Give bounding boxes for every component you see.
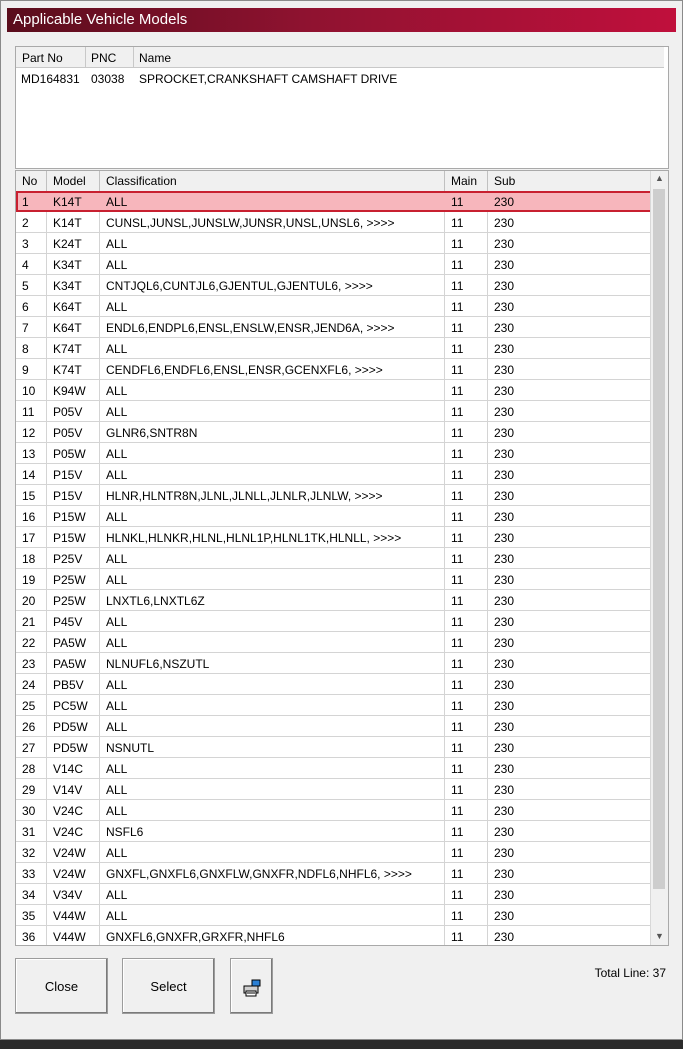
row-model: PA5W <box>53 636 87 650</box>
table-row[interactable] <box>16 632 652 653</box>
table-row[interactable] <box>16 548 652 569</box>
desktop-bottom-edge <box>0 1040 683 1049</box>
row-classification: ALL <box>106 909 128 923</box>
row-classification: ALL <box>106 720 128 734</box>
row-main: 11 <box>451 762 464 776</box>
row-main: 11 <box>451 510 464 524</box>
table-row[interactable] <box>16 485 652 506</box>
row-sub: 230 <box>494 384 515 398</box>
row-no: 11 <box>22 405 35 419</box>
row-main: 11 <box>451 447 464 461</box>
row-sub: 230 <box>494 867 515 881</box>
row-classification: ALL <box>106 552 128 566</box>
row-no: 12 <box>22 426 36 440</box>
row-no: 32 <box>22 846 36 860</box>
row-classification: ALL <box>106 468 128 482</box>
row-no: 21 <box>22 615 36 629</box>
row-main: 11 <box>451 552 464 566</box>
row-classification: ALL <box>106 888 128 902</box>
row-model: K74T <box>53 363 82 377</box>
row-no: 5 <box>22 279 29 293</box>
row-main: 11 <box>451 195 464 209</box>
row-main: 11 <box>451 867 464 881</box>
row-classification: ALL <box>106 384 128 398</box>
row-model: PD5W <box>53 720 88 734</box>
row-classification: GNXFL,GNXFL6,GNXFLW,GNXFR,NDFL6,NHFL6, >>>> <box>106 867 412 881</box>
table-row[interactable] <box>16 569 652 590</box>
table-row[interactable] <box>16 317 652 338</box>
row-classification: ALL <box>106 846 128 860</box>
table-row[interactable] <box>16 653 652 674</box>
table-row[interactable] <box>16 401 652 422</box>
row-classification: ALL <box>106 678 128 692</box>
row-no: 35 <box>22 909 36 923</box>
print-button[interactable] <box>230 958 273 1014</box>
table-row[interactable] <box>16 905 652 926</box>
row-model: P25W <box>53 573 86 587</box>
row-main: 11 <box>451 888 464 902</box>
row-model: V34V <box>53 888 83 902</box>
window-title: Applicable Vehicle Models <box>13 11 188 28</box>
row-sub: 230 <box>494 321 515 335</box>
row-classification: ALL <box>106 447 128 461</box>
row-no: 16 <box>22 510 36 524</box>
table-row[interactable] <box>16 233 652 254</box>
row-main: 11 <box>451 321 464 335</box>
row-sub: 230 <box>494 468 515 482</box>
row-sub: 230 <box>494 657 515 671</box>
table-row[interactable] <box>16 527 652 548</box>
row-model: P05V <box>53 426 83 440</box>
row-sub: 230 <box>494 741 515 755</box>
row-no: 3 <box>22 237 29 251</box>
row-sub: 230 <box>494 804 515 818</box>
row-classification: ALL <box>106 804 128 818</box>
row-classification: LNXTL6,LNXTL6Z <box>106 594 205 608</box>
col-model-header[interactable]: Model <box>53 174 86 188</box>
row-no: 34 <box>22 888 36 902</box>
row-no: 29 <box>22 783 36 797</box>
table-row[interactable] <box>16 191 652 212</box>
row-sub: 230 <box>494 615 515 629</box>
row-no: 31 <box>22 825 36 839</box>
row-no: 30 <box>22 804 36 818</box>
row-main: 11 <box>451 657 464 671</box>
row-model: P15W <box>53 510 86 524</box>
row-no: 13 <box>22 447 36 461</box>
row-model: V24C <box>53 804 84 818</box>
row-no: 10 <box>22 384 36 398</box>
row-model: V24C <box>53 825 84 839</box>
row-no: 22 <box>22 636 36 650</box>
table-row[interactable] <box>16 464 652 485</box>
scroll-thumb[interactable] <box>653 189 665 889</box>
row-main: 11 <box>451 909 464 923</box>
row-sub: 230 <box>494 762 515 776</box>
name-header[interactable]: Name <box>139 51 172 65</box>
table-row[interactable] <box>16 254 652 275</box>
row-classification: CNTJQL6,CUNTJL6,GJENTUL,GJENTUL6, >>>> <box>106 279 373 293</box>
row-sub: 230 <box>494 300 515 314</box>
row-main: 11 <box>451 363 464 377</box>
row-classification: CENDFL6,ENDFL6,ENSL,ENSR,GCENXFL6, >>>> <box>106 363 383 377</box>
row-model: V14V <box>53 783 83 797</box>
row-classification: ALL <box>106 573 128 587</box>
row-sub: 230 <box>494 699 515 713</box>
table-row[interactable] <box>16 737 652 758</box>
row-main: 11 <box>451 573 464 587</box>
row-classification: ALL <box>106 783 128 797</box>
row-model: P05W <box>53 447 86 461</box>
row-main: 11 <box>451 531 464 545</box>
row-main: 11 <box>451 720 464 734</box>
col-sub-header[interactable]: Sub <box>494 174 516 188</box>
row-main: 11 <box>451 405 464 419</box>
row-sub: 230 <box>494 552 515 566</box>
row-classification: HLNKL,HLNKR,HLNL,HLNL1P,HLNL1TK,HLNLL, >>>> <box>106 531 402 545</box>
row-model: P25V <box>53 552 83 566</box>
col-main-header[interactable]: Main <box>451 174 478 188</box>
col-classification-header[interactable]: Classification <box>106 174 177 188</box>
row-model: PD5W <box>53 741 88 755</box>
row-model: P05V <box>53 405 83 419</box>
vehicle-models-table <box>15 170 669 946</box>
table-row[interactable] <box>16 590 652 611</box>
row-no: 28 <box>22 762 36 776</box>
row-classification: ALL <box>106 195 128 209</box>
row-sub: 230 <box>494 279 515 293</box>
scroll-down-icon[interactable]: ▼ <box>655 931 664 941</box>
row-model: P45V <box>53 615 83 629</box>
row-model: PA5W <box>53 657 87 671</box>
row-model: V24W <box>53 846 86 860</box>
row-main: 11 <box>451 342 464 356</box>
row-model: K34T <box>53 258 82 272</box>
row-no: 25 <box>22 699 36 713</box>
total-line-label: Total Line: 37 <box>594 966 666 980</box>
row-sub: 230 <box>494 510 515 524</box>
row-model: PC5W <box>53 699 88 713</box>
row-model: K14T <box>53 195 82 209</box>
table-header <box>16 171 652 192</box>
row-main: 11 <box>451 300 464 314</box>
row-model: K64T <box>53 321 82 335</box>
row-no: 26 <box>22 720 36 734</box>
row-model: K14T <box>53 216 82 230</box>
row-classification: GNXFL6,GNXFR,GRXFR,NHFL6 <box>106 930 285 944</box>
row-classification: ALL <box>106 405 128 419</box>
row-no: 17 <box>22 531 36 545</box>
row-classification: HLNR,HLNTR8N,JLNL,JLNLL,JLNLR,JLNLW, >>>> <box>106 489 383 503</box>
row-sub: 230 <box>494 342 515 356</box>
printer-icon <box>242 979 262 997</box>
row-no: 27 <box>22 741 36 755</box>
table-row[interactable] <box>16 611 652 632</box>
row-main: 11 <box>451 258 464 272</box>
row-model: V14C <box>53 762 84 776</box>
row-sub: 230 <box>494 258 515 272</box>
row-no: 23 <box>22 657 36 671</box>
row-sub: 230 <box>494 888 515 902</box>
part-info-panel <box>15 46 669 169</box>
row-main: 11 <box>451 468 464 482</box>
row-classification: NLNUFL6,NSZUTL <box>106 657 210 671</box>
row-main: 11 <box>451 237 464 251</box>
part-name-value[interactable]: SPROCKET,CRANKSHAFT CAMSHAFT DRIVE <box>139 72 398 86</box>
table-row[interactable] <box>16 359 652 380</box>
row-main: 11 <box>451 930 464 944</box>
row-sub: 230 <box>494 930 515 944</box>
row-classification: ENDL6,ENDPL6,ENSL,ENSLW,ENSR,JEND6A, >>>> <box>106 321 395 335</box>
row-model: V44W <box>53 930 86 944</box>
vertical-scrollbar[interactable] <box>650 171 668 945</box>
row-model: PB5V <box>53 678 84 692</box>
table-row[interactable] <box>16 275 652 296</box>
row-classification: ALL <box>106 636 128 650</box>
row-sub: 230 <box>494 783 515 797</box>
row-classification: ALL <box>106 300 128 314</box>
row-no: 2 <box>22 216 29 230</box>
row-classification: ALL <box>106 615 128 629</box>
row-classification: ALL <box>106 762 128 776</box>
row-classification: ALL <box>106 510 128 524</box>
row-classification: ALL <box>106 699 128 713</box>
pnc-header[interactable]: PNC <box>91 51 117 65</box>
row-classification: ALL <box>106 237 128 251</box>
row-classification: ALL <box>106 258 128 272</box>
row-classification: NSFL6 <box>106 825 144 839</box>
row-no: 33 <box>22 867 36 881</box>
row-main: 11 <box>451 699 464 713</box>
row-model: V44W <box>53 909 86 923</box>
row-no: 14 <box>22 468 36 482</box>
part-no-header[interactable]: Part No <box>22 51 63 65</box>
row-main: 11 <box>451 594 464 608</box>
part-no-value[interactable]: MD164831 <box>21 72 80 86</box>
row-no: 7 <box>22 321 29 335</box>
row-sub: 230 <box>494 216 515 230</box>
row-no: 6 <box>22 300 29 314</box>
row-model: P25W <box>53 594 86 608</box>
row-sub: 230 <box>494 573 515 587</box>
row-main: 11 <box>451 846 464 860</box>
table-row[interactable] <box>16 695 652 716</box>
table-row[interactable] <box>16 863 652 884</box>
table-row[interactable] <box>16 422 652 443</box>
row-main: 11 <box>451 678 464 692</box>
close-button[interactable]: Close <box>15 958 108 1014</box>
row-sub: 230 <box>494 678 515 692</box>
row-sub: 230 <box>494 405 515 419</box>
row-model: K24T <box>53 237 82 251</box>
row-main: 11 <box>451 804 464 818</box>
table-row[interactable] <box>16 758 652 779</box>
row-main: 11 <box>451 615 464 629</box>
col-no-header[interactable]: No <box>22 174 38 188</box>
row-classification: CUNSL,JUNSL,JUNSLW,JUNSR,UNSL,UNSL6, >>>> <box>106 216 395 230</box>
table-row[interactable] <box>16 884 652 905</box>
row-sub: 230 <box>494 426 515 440</box>
row-sub: 230 <box>494 846 515 860</box>
row-model: V24W <box>53 867 86 881</box>
row-model: K74T <box>53 342 82 356</box>
pnc-value[interactable]: 03038 <box>91 72 125 86</box>
table-row[interactable] <box>16 842 652 863</box>
row-no: 36 <box>22 930 36 944</box>
table-row[interactable] <box>16 821 652 842</box>
row-main: 11 <box>451 783 464 797</box>
row-sub: 230 <box>494 447 515 461</box>
table-row[interactable] <box>16 380 652 401</box>
row-no: 15 <box>22 489 36 503</box>
scroll-up-icon[interactable]: ▲ <box>655 173 664 183</box>
row-sub: 230 <box>494 363 515 377</box>
select-button[interactable]: Select <box>122 958 215 1014</box>
row-model: K64T <box>53 300 82 314</box>
row-no: 8 <box>22 342 29 356</box>
row-main: 11 <box>451 426 464 440</box>
row-no: 24 <box>22 678 36 692</box>
row-sub: 230 <box>494 594 515 608</box>
row-model: P15W <box>53 531 86 545</box>
table-row[interactable] <box>16 779 652 800</box>
table-row[interactable] <box>16 674 652 695</box>
row-sub: 230 <box>494 195 515 209</box>
row-classification: NSNUTL <box>106 741 155 755</box>
table-row[interactable] <box>16 296 652 317</box>
row-no: 4 <box>22 258 29 272</box>
row-classification: GLNR6,SNTR8N <box>106 426 198 440</box>
row-sub: 230 <box>494 825 515 839</box>
row-model: P15V <box>53 489 83 503</box>
row-no: 19 <box>22 573 36 587</box>
table-row[interactable] <box>16 716 652 737</box>
row-no: 1 <box>22 195 29 209</box>
title-bar <box>7 8 676 32</box>
table-row[interactable] <box>16 506 652 527</box>
table-row[interactable] <box>16 926 652 946</box>
row-main: 11 <box>451 741 464 755</box>
table-row[interactable] <box>16 212 652 233</box>
row-main: 11 <box>451 384 464 398</box>
row-sub: 230 <box>494 909 515 923</box>
row-main: 11 <box>451 216 464 230</box>
row-sub: 230 <box>494 489 515 503</box>
row-no: 18 <box>22 552 36 566</box>
row-model: P15V <box>53 468 83 482</box>
row-sub: 230 <box>494 237 515 251</box>
row-no: 20 <box>22 594 36 608</box>
row-classification: ALL <box>106 342 128 356</box>
row-model: K94W <box>53 384 86 398</box>
table-row[interactable] <box>16 800 652 821</box>
row-main: 11 <box>451 279 464 293</box>
row-sub: 230 <box>494 720 515 734</box>
row-sub: 230 <box>494 636 515 650</box>
row-main: 11 <box>451 489 464 503</box>
part-info-header <box>16 47 664 68</box>
table-row[interactable] <box>16 338 652 359</box>
table-row[interactable] <box>16 443 652 464</box>
row-model: K34T <box>53 279 82 293</box>
row-no: 9 <box>22 363 29 377</box>
row-main: 11 <box>451 636 464 650</box>
row-sub: 230 <box>494 531 515 545</box>
row-main: 11 <box>451 825 464 839</box>
